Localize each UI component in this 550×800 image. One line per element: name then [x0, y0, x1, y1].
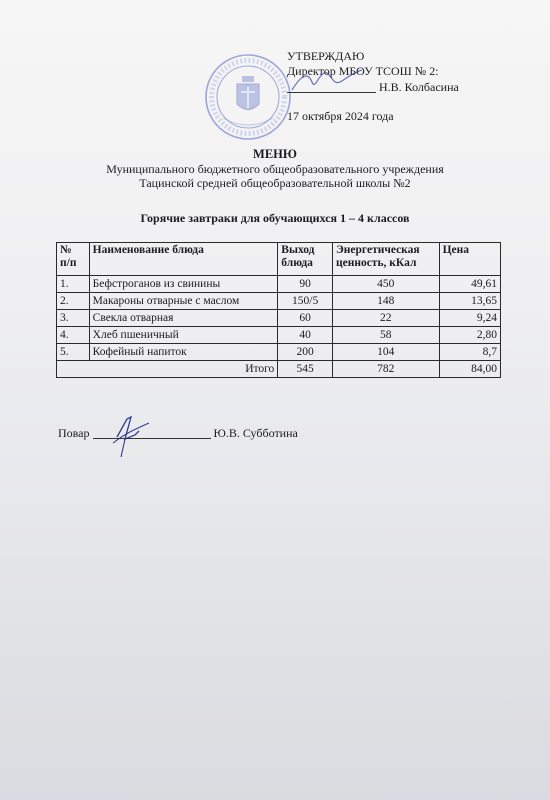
- table-row: [57, 344, 501, 361]
- row-output: 200: [278, 344, 333, 361]
- header-output: Выход блюда: [278, 243, 333, 276]
- director-name: Н.В. Колбасина: [379, 80, 459, 94]
- document-subtitle: Горячие завтраки для обучающихся 1 – 4 классов: [140, 211, 410, 225]
- row-output: 150/5: [278, 293, 333, 310]
- table-row: [57, 327, 501, 344]
- row-dish-name: Свекла отварная: [89, 310, 278, 327]
- row-dish-name: Бефстроганов из свинины: [89, 276, 278, 293]
- total-price: 84,00: [439, 361, 500, 378]
- total-label: Итого: [57, 361, 278, 378]
- school-seal-icon: [203, 52, 293, 142]
- row-output: 60: [278, 310, 333, 327]
- table-row: [57, 276, 501, 293]
- row-number: 5.: [57, 344, 90, 361]
- table-total-row: [57, 361, 501, 378]
- header-dish-name: Наименование блюда: [89, 243, 278, 276]
- row-output: 40: [278, 327, 333, 344]
- row-dish-name: Хлеб пшеничный: [89, 327, 278, 344]
- director-signature-icon: [288, 64, 366, 98]
- menu-table: [56, 242, 501, 378]
- total-output: 545: [278, 361, 333, 378]
- row-price: 8,7: [439, 344, 500, 361]
- table-row: [57, 310, 501, 327]
- table-row: [57, 293, 501, 310]
- row-price: 13,65: [439, 293, 500, 310]
- row-dish-name: Макароны отварные с маслом: [89, 293, 278, 310]
- header-price: Цена: [439, 243, 500, 276]
- row-number: 4.: [57, 327, 90, 344]
- signature-underline: [93, 438, 211, 439]
- row-price: 9,24: [439, 310, 500, 327]
- row-energy: 148: [332, 293, 439, 310]
- row-number: 3.: [57, 310, 90, 327]
- cook-signature-line: [58, 426, 298, 441]
- row-energy: 450: [332, 276, 439, 293]
- row-dish-name: Кофейный напиток: [89, 344, 278, 361]
- approval-heading: УТВЕРЖДАЮ: [287, 49, 365, 63]
- approval-date: 17 октября 2024 года: [287, 108, 394, 123]
- row-number: 1.: [57, 276, 90, 293]
- document-title: МЕНЮ: [253, 147, 297, 161]
- row-price: 49,61: [439, 276, 500, 293]
- table-header-row: [57, 243, 501, 276]
- approval-position: Директор МБОУ ТСОШ № 2:: [287, 63, 439, 78]
- cook-label: Повар: [58, 426, 90, 440]
- row-price: 2,80: [439, 327, 500, 344]
- row-energy: 22: [332, 310, 439, 327]
- header-energy: Энергетическая ценность, кКал: [332, 243, 439, 276]
- total-energy: 782: [332, 361, 439, 378]
- row-energy: 104: [332, 344, 439, 361]
- row-output: 90: [278, 276, 333, 293]
- header-number: № п/п: [57, 243, 90, 276]
- org-line-1: Муниципального бюджетного общеобразовательного учреждения: [106, 161, 444, 176]
- org-line-2: Тацинской средней общеобразовательной школы №2: [139, 176, 411, 190]
- row-energy: 58: [332, 327, 439, 344]
- row-number: 2.: [57, 293, 90, 310]
- title-block: [0, 147, 550, 191]
- cook-name: Ю.В. Субботина: [213, 426, 298, 440]
